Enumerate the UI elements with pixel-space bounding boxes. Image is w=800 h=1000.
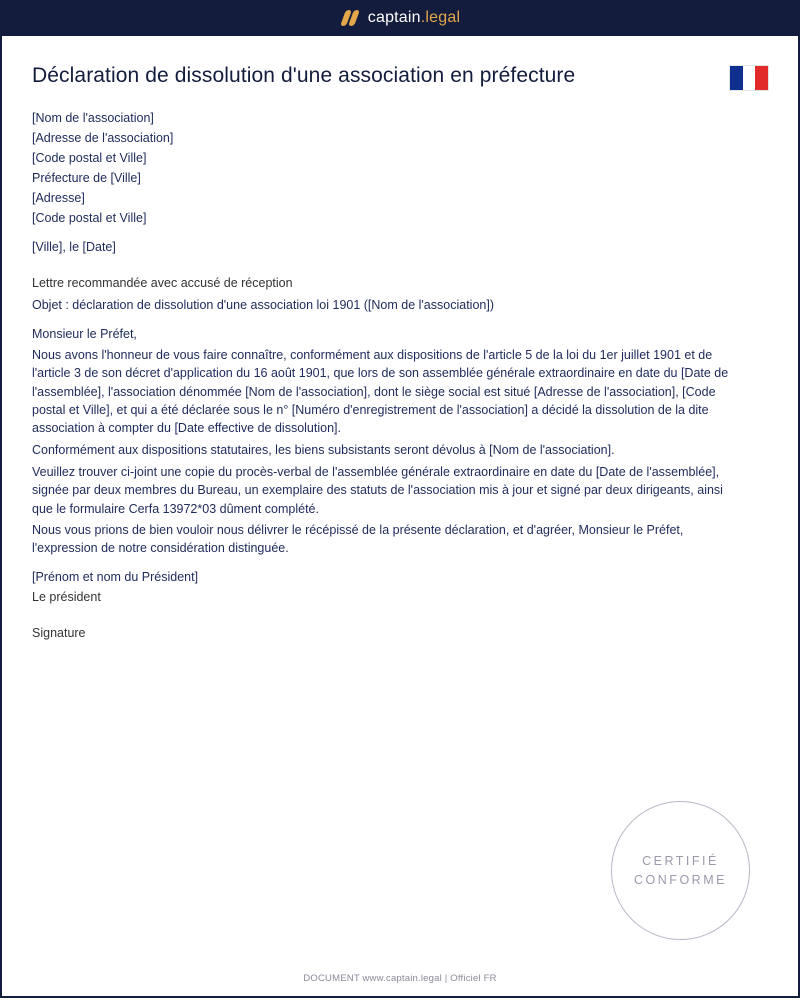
certified-stamp (611, 801, 750, 940)
delivery-mode: Lettre recommandée avec accusé de réception (32, 276, 293, 290)
stamp-line: CERTIFIÉ (642, 853, 719, 868)
recipient-line: [Code postal et Ville] (32, 211, 147, 225)
recipient-line: Préfecture de [Ville] (32, 171, 141, 185)
sender-line: [Adresse de l'association] (32, 131, 174, 145)
france-flag-icon (729, 65, 769, 91)
captain-legal-logo-icon (340, 9, 360, 27)
body-paragraph: Conformément aux dispositions statutaires, les biens subsistants seront dévolus à [Nom de l'association]. (32, 443, 615, 457)
body-paragraph: Veuillez trouver ci-joint une copie du procès-verbal de l'assemblée générale extraordinaire en date du [Date de l'assemblée], signée par deux membres du Bureau, un exemplaire des statuts de l'association mis à jour et signé par deux dirigeants, ainsi que le formulaire Cerfa 13972*03 dûment complété. (32, 465, 723, 516)
date-line: [Ville], le [Date] (32, 240, 116, 254)
footer-text: DOCUMENT www.captain.legal | Officiel FR (303, 973, 497, 984)
sender-line: [Nom de l'association] (32, 111, 154, 125)
recipient-line: [Adresse] (32, 191, 85, 205)
body-paragraph: Nous avons l'honneur de vous faire connaître, conformément aux dispositions de l'article 5 de la loi du 1er juillet 1901 et de l'article 3 de son décret d'application du 16 août 1901, que lors de son assemblée générale extraordinaire en date du [Date de l'assemblée], l'association dénommée [Nom de l'association], dont le siège social est situé [Adresse de l'association], [Code postal et Ville], et qui a été déclarée sous le n° [Numéro d'enregistrement de l'association] a décidé la dissolution de la dite association à compter du [Date effective de dissolution]. (32, 348, 729, 436)
signer-name: [Prénom et nom du Président] (32, 570, 199, 584)
sender-line: [Code postal et Ville] (32, 151, 147, 165)
subject-line: Objet : déclaration de dissolution d'une association loi 1901 ([Nom de l'association]) (32, 298, 494, 312)
salutation: Monsieur le Préfet, (32, 327, 137, 341)
body-paragraph: Nous vous prions de bien vouloir nous délivrer le récépissé de la présente déclaration, et d'agréer, Monsieur le Préfet, l'expression de notre considération distinguée. (32, 523, 684, 556)
brand-logo-text[interactable] (368, 9, 460, 27)
document-title: Déclaration de dissolution d'une association en préfecture (32, 64, 576, 87)
top-bar (0, 0, 800, 36)
signer-role: Le président (32, 590, 101, 604)
stamp-line: CONFORME (634, 872, 727, 887)
brand-extension: .legal (420, 9, 461, 26)
signature-label: Signature (32, 626, 86, 640)
brand-name: captain (367, 9, 421, 26)
